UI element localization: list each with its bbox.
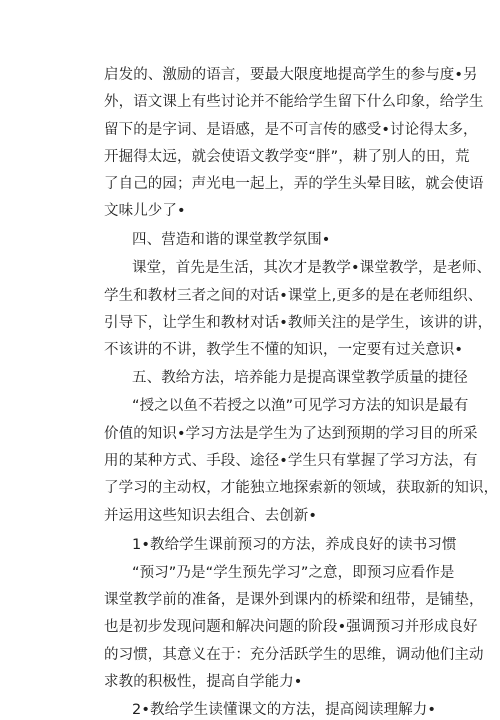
text-line: 课堂教学前的准备，是课外到课内的桥梁和纽带，是铺垫， <box>104 592 484 608</box>
subsection-heading: 2•教给学生读懂课文的方法，提高阅读理解力• <box>132 702 437 718</box>
text-line: 留下的是字词、是语感，是不可言传的感受•讨论得太多， <box>104 122 478 138</box>
text-line: 开掘得太远，就会使语文教学变“胖”，耕了别人的田，荒 <box>104 149 470 165</box>
text-line: 了学习的主动权，才能独立地探索新的领域，获取新的知识， <box>104 480 499 496</box>
text-line: “预习”乃是“学生预先学习”之意，即预习应看作是 <box>132 565 455 581</box>
text-line: 也是初步发现问题和解决问题的阶段•强调预习并形成良好 <box>104 619 478 635</box>
text-line: 启发的、激励的语言，要最大限度地提高学生的参与度•另 <box>104 67 478 83</box>
text-line: 不该讲的不讲，教学生不懂的知识，一定要有过关意识• <box>104 342 464 358</box>
section-heading: 四、营造和谐的课堂教学氛围• <box>132 232 331 248</box>
text-line: 课堂，首先是生活，其次才是教学•课堂教学，是老师、 <box>132 260 492 276</box>
text-line: “授之以鱼不若授之以渔”可见学习方法的知识是最有 <box>132 398 469 414</box>
text-line: 的习惯，其意义在于：充分活跃学生的思维，调动他们主动 <box>104 647 484 663</box>
text-line: 外，语文课上有些讨论并不能给学生留下什么印象，给学生 <box>104 94 484 110</box>
section-heading: 五、教给方法，培养能力是提高课堂教学质量的捷径 <box>132 370 468 386</box>
text-line: 了自己的园；声光电一起上，弄的学生头晕目眩，就会使语 <box>104 176 484 192</box>
text-line: 学生和教材三者之间的对话•课堂上,更多的是在老师组织、 <box>104 288 483 304</box>
subsection-heading: 1•教给学生课前预习的方法，养成良好的读书习惯 <box>132 537 457 553</box>
text-line: 价值的知识•学习方法是学生为了达到预期的学习目的所采 <box>104 426 478 442</box>
text-line: 并运用这些知识去组合、去创新• <box>104 508 318 524</box>
text-line: 用的某种方式、手段、途径•学生只有掌握了学习方法，有 <box>104 453 478 469</box>
text-line: 求教的积极性，提高自学能力• <box>104 674 303 690</box>
text-line: 引导下，让学生和教材对话•教师关注的是学生，该讲的讲， <box>104 315 493 331</box>
text-line: 文味儿少了• <box>104 203 186 219</box>
